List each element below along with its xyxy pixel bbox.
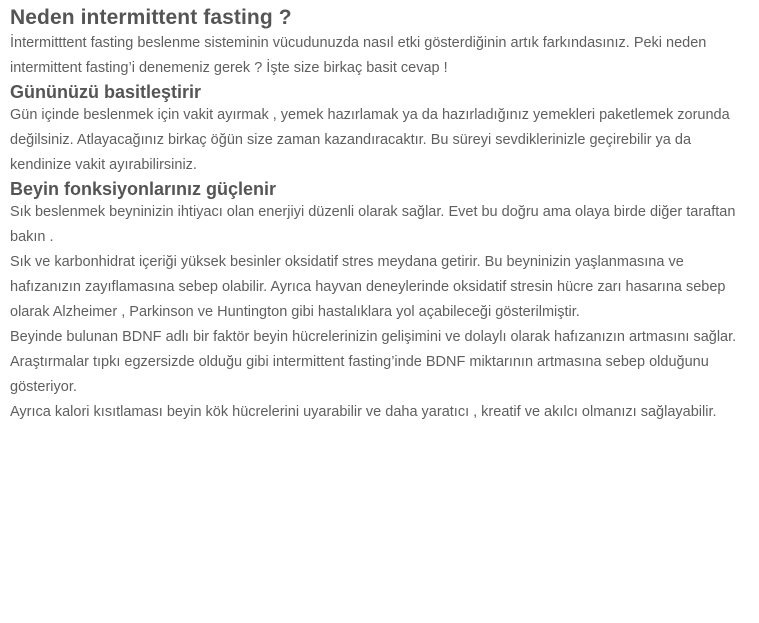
section-paragraph: Ayrıca kalori kısıtlaması beyin kök hücrelerini uyarabilir ve daha yaratıcı , kreatif ve akılcı olmanızı sağlayabilir.: [10, 404, 717, 420]
section-paragraph: Gün içinde beslenmek için vakit ayırmak , yemek hazırlamak ya da hazırladığınız yemekleri paketlemek zorunda değilsiniz. Atlayacağınız birkaç öğün size zaman kazandıracaktır. Bu süreyi sevdiklerinizle geçirebilir ya da kendinize vakit ayırabilirsiniz.: [10, 107, 730, 173]
section-paragraph: Beyinde bulunan BDNF adlı bir faktör beyin hücrelerinizin gelişimini ve dolaylı olarak hafızanızın artmasını sağlar. Araştırmalar tıpkı egzersizde olduğu gibi intermittent fasting’inde BDNF miktarının artmasına sebep olduğunu gösteriyor.: [10, 329, 737, 395]
section-title-simplifies-day: Gününüzü basitleştirir: [10, 82, 202, 102]
page-title: Neden intermittent fasting ?: [10, 6, 292, 29]
section-paragraph: Sık beslenmek beyninizin ihtiyacı olan enerjiyi düzenli olarak sağlar. Evet bu doğru ama olaya birde diğer taraftan bakın .: [10, 204, 736, 245]
section-paragraph: Sık ve karbonhidrat içeriği yüksek besinler oksidatif stres meydana getirir. Bu beyninizin yaşlanmasına ve hafızanızın zayıflamasına sebep olabilir. Ayrıca hayvan deneylerinde oksidatif stresin hücre zarı hasarına sebep olarak Alzheimer , Parkinson ve Huntington gibi hastalıklara yol açabileceği gösterilmiştir.: [10, 254, 726, 320]
section-title-brain-functions: Beyin fonksiyonlarınız güçlenir: [10, 179, 277, 199]
intro-paragraph: İntermitttent fasting beslenme sisteminin vücudunuzda nasıl etki gösterdiğinin artık farkındasınız. Peki neden intermittent fasting’i denemeniz gerek ? İşte size birkaç basit cevap !: [10, 35, 707, 76]
